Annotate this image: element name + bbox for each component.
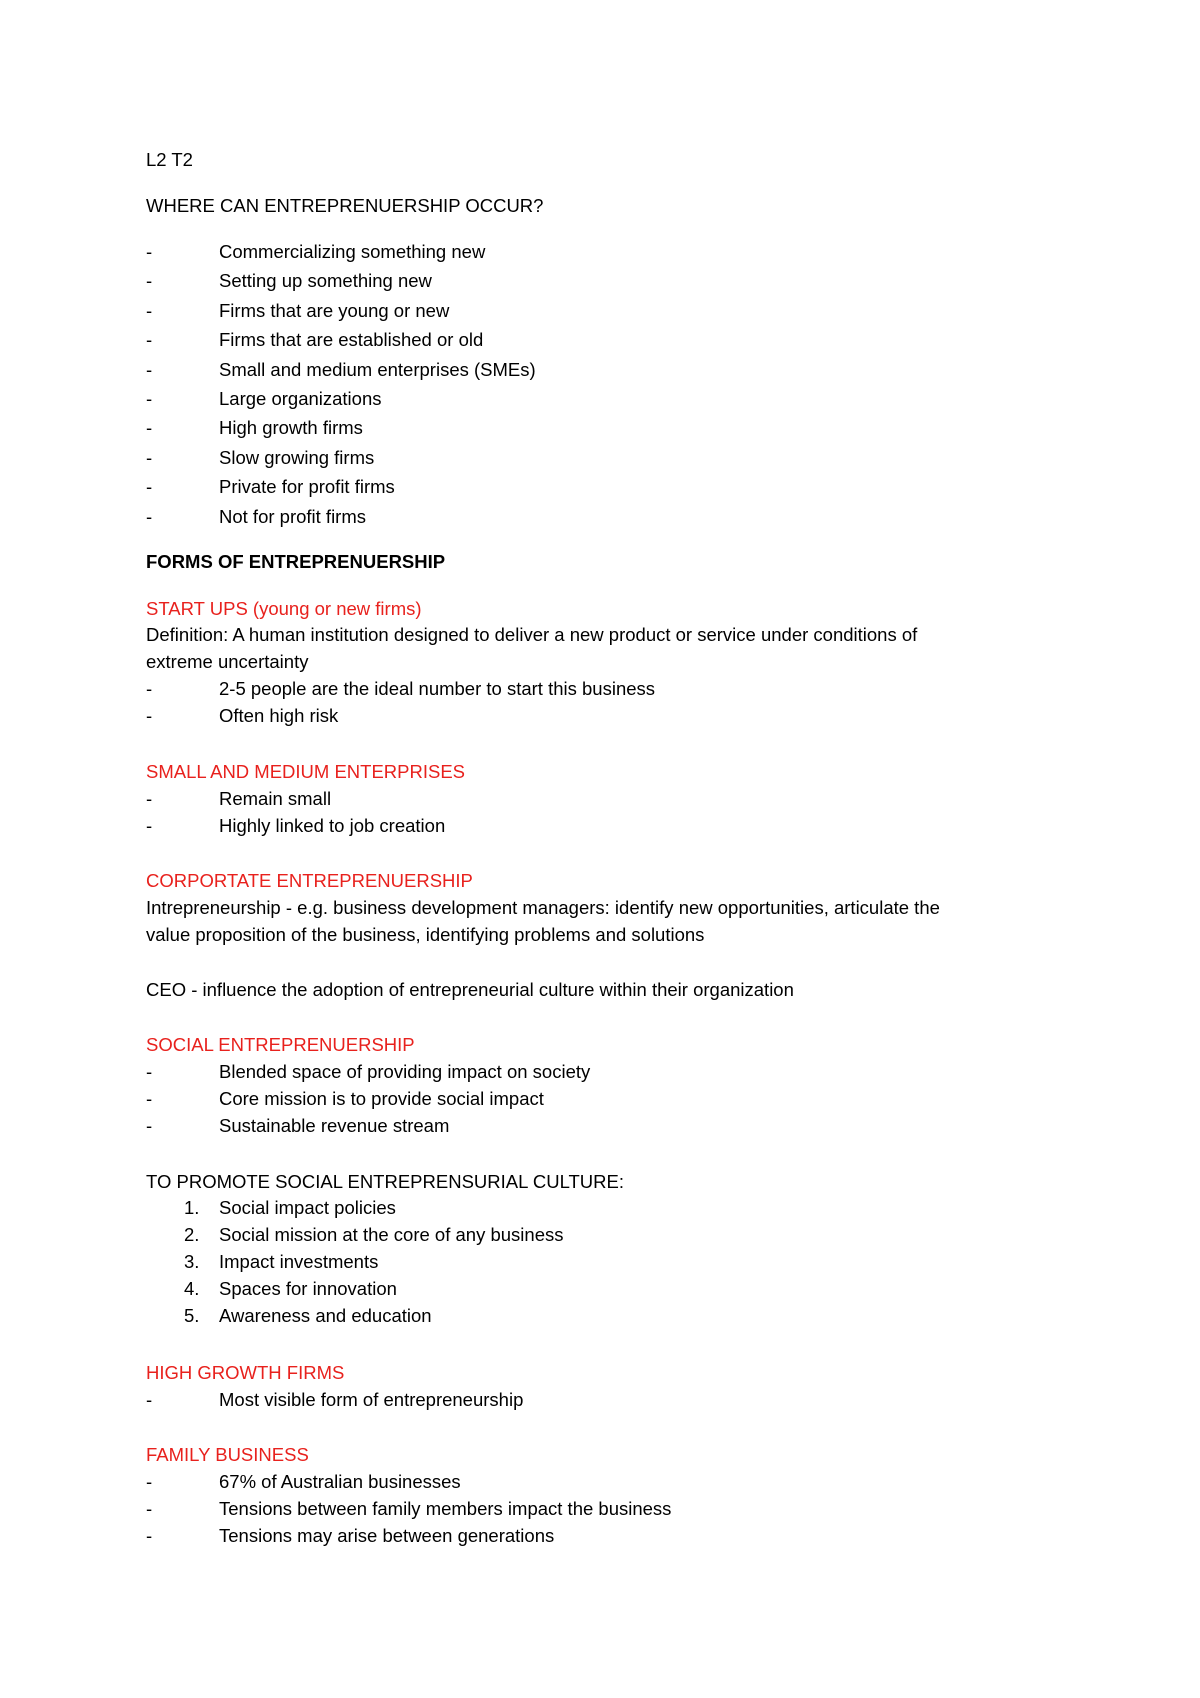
list-item xyxy=(146,790,331,809)
list-dash: - xyxy=(146,1498,153,1519)
list-item xyxy=(146,1307,432,1326)
list-item-text: Highly linked to job creation xyxy=(219,815,446,836)
list-dash: - xyxy=(146,815,153,836)
list-item xyxy=(146,243,485,262)
list-item-text: Often high risk xyxy=(219,705,339,726)
social-heading: SOCIAL ENTREPRENUERSHIP xyxy=(146,1034,415,1055)
list-item-text: Impact investments xyxy=(219,1251,379,1272)
list-item xyxy=(146,1090,544,1109)
where-heading: WHERE CAN ENTREPRENUERSHIP OCCUR? xyxy=(146,195,544,216)
list-item-text: Social impact policies xyxy=(219,1197,396,1218)
corporate-heading: CORPORTATE ENTREPRENUERSHIP xyxy=(146,870,473,891)
list-item xyxy=(146,358,536,380)
list-dash: - xyxy=(146,1115,153,1136)
list-item xyxy=(146,299,450,321)
highgrowth-heading: HIGH GROWTH FIRMS xyxy=(146,1362,345,1383)
list-item-text: Firms that are young or new xyxy=(219,299,450,321)
list-item-text: 67% of Australian businesses xyxy=(219,1471,461,1492)
list-number: 5. xyxy=(184,1305,200,1326)
list-item-text: Awareness and education xyxy=(219,1305,432,1326)
list-dash: - xyxy=(146,1061,153,1082)
promote-heading: TO PROMOTE SOCIAL ENTREPRENSURIAL CULTURE: xyxy=(146,1171,624,1192)
list-item-text: Spaces for innovation xyxy=(219,1278,397,1299)
list-item-text: Sustainable revenue stream xyxy=(219,1115,450,1136)
list-dash: - xyxy=(146,1471,153,1492)
list-item xyxy=(146,390,382,409)
list-item-text: Blended space of providing impact on society xyxy=(219,1061,591,1082)
startups-heading: START UPS (young or new firms) xyxy=(146,598,422,619)
corporate-line-1: Intrepreneurship - e.g. business development managers: identify new opportunities, articulate the xyxy=(146,897,940,918)
list-dash: - xyxy=(146,388,153,409)
list-item xyxy=(146,272,432,291)
startups-definition-line-1: Definition: A human institution designed to deliver a new product or service under conditions of xyxy=(146,624,918,645)
list-item xyxy=(146,1063,590,1082)
list-item xyxy=(146,1253,378,1272)
list-dash: - xyxy=(146,1088,153,1109)
list-item xyxy=(146,1500,671,1519)
list-item xyxy=(146,478,395,497)
list-item-text: Firms that are established or old xyxy=(219,329,484,351)
list-item-text: Tensions between family members impact the business xyxy=(219,1498,672,1519)
list-item xyxy=(146,1199,396,1218)
ceo-line: CEO - influence the adoption of entrepreneurial culture within their organization xyxy=(146,979,794,1000)
list-dash: - xyxy=(146,358,153,380)
list-item xyxy=(146,331,483,350)
list-item xyxy=(146,1391,523,1410)
list-number: 1. xyxy=(184,1197,200,1218)
list-item-text: Remain small xyxy=(219,788,332,809)
list-item-text: Small and medium enterprises (SMEs) xyxy=(219,358,536,380)
list-item-text: Social mission at the core of any business xyxy=(219,1224,564,1245)
list-dash: - xyxy=(146,705,153,726)
list-item xyxy=(146,680,655,699)
list-number: 4. xyxy=(184,1278,200,1299)
list-dash: - xyxy=(146,446,153,468)
list-number: 3. xyxy=(184,1251,200,1272)
list-item xyxy=(146,707,338,726)
list-item xyxy=(146,1527,554,1546)
list-dash: - xyxy=(146,241,153,262)
sme-heading: SMALL AND MEDIUM ENTERPRISES xyxy=(146,761,466,782)
list-item-text: High growth firms xyxy=(219,417,363,439)
family-heading: FAMILY BUSINESS xyxy=(146,1444,309,1465)
list-item xyxy=(146,419,363,438)
list-item xyxy=(146,1117,449,1136)
list-dash: - xyxy=(146,329,153,351)
document-title: L2 T2 xyxy=(146,149,193,170)
list-item xyxy=(146,1226,563,1245)
list-item-text: Most visible form of entrepreneurship xyxy=(219,1389,524,1410)
list-item-text: Commercializing something new xyxy=(219,241,486,262)
list-dash: - xyxy=(146,417,153,439)
list-dash: - xyxy=(146,678,153,699)
list-item xyxy=(146,1280,397,1299)
list-item-text: Private for profit firms xyxy=(219,476,395,498)
list-dash: - xyxy=(146,1389,153,1410)
startups-definition-line-2: extreme uncertainty xyxy=(146,651,309,672)
list-dash: - xyxy=(146,299,153,321)
list-item-text: Large organizations xyxy=(219,388,382,409)
list-item-text: Not for profit firms xyxy=(219,505,366,527)
list-dash: - xyxy=(146,505,153,527)
list-item-text: Tensions may arise between generations xyxy=(219,1525,555,1546)
list-item-text: 2-5 people are the ideal number to start this business xyxy=(219,678,656,699)
list-number: 2. xyxy=(184,1224,200,1245)
list-dash: - xyxy=(146,1525,153,1546)
forms-heading: FORMS OF ENTREPRENUERSHIP xyxy=(146,551,446,572)
list-item xyxy=(146,817,445,836)
list-item-text: Slow growing firms xyxy=(219,446,375,468)
corporate-line-2: value proposition of the business, identifying problems and solutions xyxy=(146,924,705,945)
list-item-text: Setting up something new xyxy=(219,270,432,292)
list-item xyxy=(146,1473,461,1492)
list-dash: - xyxy=(146,788,153,809)
list-dash: - xyxy=(146,270,153,292)
list-dash: - xyxy=(146,476,153,498)
list-item xyxy=(146,446,375,468)
list-item-text: Core mission is to provide social impact xyxy=(219,1088,544,1109)
list-item xyxy=(146,505,366,527)
